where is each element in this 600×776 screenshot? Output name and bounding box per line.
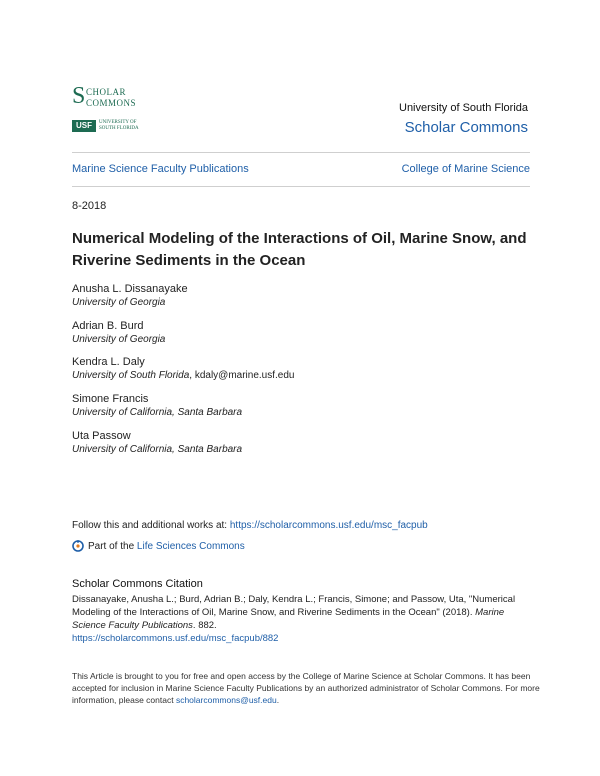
scholar-commons-link[interactable]: Scholar Commons	[404, 119, 528, 136]
author-name: Uta Passow	[72, 430, 131, 442]
footer-text: This Article is brought to you for free and open access by the College of Marine Science at Scholar Commons. It has been accepted for inclusion in Marine Science Faculty Publications by an authorized administrator of Scholar Commons. For more information, please contact	[72, 671, 540, 705]
citation-url-link[interactable]: https://scholarcommons.usf.edu/msc_facpub/882	[72, 633, 279, 644]
author-affiliation	[72, 369, 512, 382]
usf-line1: UNIVERSITY OF	[99, 120, 137, 125]
author-name: Anusha L. Dissanayake	[72, 283, 188, 295]
author-email: , kdaly@marine.usf.edu	[189, 370, 295, 381]
author-affiliation-text: University of South Florida	[72, 370, 190, 381]
author-name: Simone Francis	[72, 393, 149, 405]
logo-initial: S	[72, 83, 86, 109]
article-title: Numerical Modeling of the Interactions of Oil, Marine Snow, and Riverine Sediments in the Ocean	[72, 230, 527, 269]
collection-link[interactable]: Marine Science Faculty Publications	[72, 163, 249, 175]
usf-line2: SOUTH FLORIDA	[99, 126, 139, 131]
collection-url-link[interactable]: https://scholarcommons.usf.edu/msc_facpub	[229, 520, 428, 531]
author-block	[72, 282, 512, 309]
follow-line	[72, 520, 428, 531]
citation-text-2: . 882.	[192, 620, 217, 631]
citation-text-1: Dissanayake, Anusha L.; Burd, Adrian B.; Daly, Kendra L.; Francis, Simone; and Passow, Uta, "Numerical Modeling of the Interactions of Oil, Marine Snow, and Riverine Sediments in the Ocean" (2018).	[72, 594, 516, 618]
usf-university-text	[99, 120, 139, 132]
author-affiliation: University of Georgia	[72, 297, 166, 308]
author-block	[72, 319, 512, 346]
citation-journal: Marine Science Faculty Publications	[72, 607, 505, 631]
author-block	[72, 355, 512, 382]
logo-line2: COMMONS	[86, 98, 137, 108]
usf-logo	[72, 120, 150, 134]
publication-date: 8-2018	[72, 200, 107, 212]
logo-wordmark	[72, 84, 150, 116]
author-affiliation: University of California, Santa Barbara	[72, 444, 243, 455]
follow-prefix: Follow this and additional works at:	[72, 520, 230, 531]
scholar-commons-logo[interactable]	[72, 84, 150, 136]
author-block	[72, 429, 512, 456]
author-affiliation: University of California, Santa Barbara	[72, 407, 243, 418]
college-link[interactable]: College of Marine Science	[401, 163, 530, 175]
part-of-line	[72, 540, 245, 552]
part-of-prefix: Part of the	[88, 540, 135, 552]
author-affiliation: University of Georgia	[72, 334, 166, 345]
author-block	[72, 392, 512, 419]
citation-body	[72, 593, 532, 645]
life-sciences-commons-link[interactable]: Life Sciences Commons	[136, 540, 245, 552]
divider-top	[72, 152, 530, 153]
divider-bottom	[72, 186, 530, 187]
author-name: Kendra L. Daly	[72, 356, 145, 368]
university-name: University of South Florida	[399, 102, 528, 114]
logo-line1: CHOLAR	[86, 87, 127, 97]
citation-heading: Scholar Commons Citation	[72, 578, 203, 590]
usf-box: USF	[72, 120, 96, 132]
access-statement	[72, 670, 542, 706]
author-name: Adrian B. Burd	[72, 320, 144, 332]
contact-email-link[interactable]: scholarcommons@usf.edu	[175, 695, 277, 705]
network-icon	[72, 540, 84, 552]
footer-end: .	[276, 695, 280, 705]
